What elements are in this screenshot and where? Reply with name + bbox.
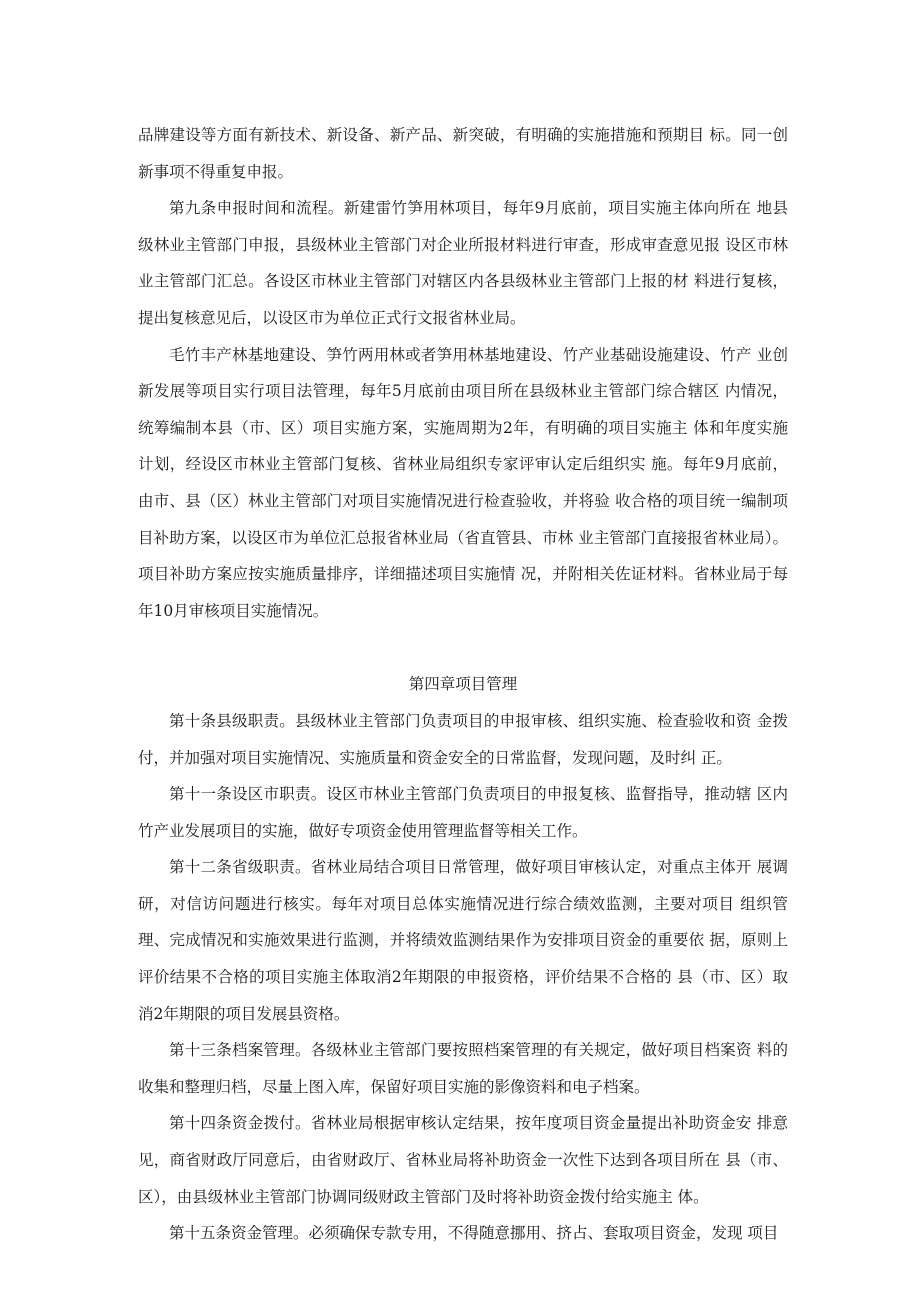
paragraph-article-11: 第十一条设区市职责。设区市林业主管部门负责项目的申报复核、监督指导，推动辖 区内竹产业发展项目的实施，做好专项资金使用管理监督等相关工作。	[138, 785, 788, 840]
paragraph-article-13: 第十三条档案管理。各级林业主管部门要按照档案管理的有关规定，做好项目档案资 料的收集和整理归档，尽量上图入库，保留好项目实施的影像资料和电子档案。	[138, 1041, 788, 1096]
chapter-heading: 第四章项目管理	[408, 675, 518, 694]
paragraph-article-9: 第九条申报时间和流程。新建雷竹笋用林项目，每年9月底前，项目实施主体向所在 地县级林业主管部门申报，县级林业主管部门对企业所报材料进行审查，形成审查意见报 设区市林业主管部门汇总。各设区市林业主管部门对辖区内各县级林业主管部门上报的材 料进行复核，提出复核意见后，以设区市为单位正式行文报省林业局。	[138, 199, 788, 327]
paragraph-article-12: 第十二条省级职责。省林业局结合项目日常管理，做好项目审核认定，对重点主体开 展调研，对信访问题进行核实。每年对项目总体实施情况进行综合绩效监测，主要对项目 组织管理、完成情况和实施效果进行监测，并将绩效监测结果作为安排项目资金的重要依 据，原则上评价结果不合格的项目实施主体取消2年期限的申报资格，评价结果不合格的 县（市、区）取消2年期限的项目发展县资格。	[138, 858, 788, 1023]
paragraph-article-15: 第十五条资金管理。必须确保专款专用，不得随意挪用、挤占、套取项目资金，发现 项目	[169, 1224, 779, 1243]
paragraph-article-14: 第十四条资金拨付。省林业局根据审核认定结果，按年度项目资金量提出补助资金安 排意见，商省财政厅同意后，由省财政厅、省林业局将补助资金一次性下达到各项目所在 县（市、区），由县级林业主管部门协调同级财政主管部门及时将补助资金拨付给实施主 体。	[138, 1114, 788, 1206]
paragraph-article-10: 第十条县级职责。县级林业主管部门负责项目的申报审核、组织实施、检查验收和资 金拨付，并加强对项目实施情况、实施质量和资金安全的日常监督，发现问题，及时纠 正。	[138, 711, 788, 767]
paragraph-article-9-continued: 毛竹丰产林基地建设、笋竹两用林或者笋用林基地建设、竹产业基础设施建设、竹产 业创新发展等项目实行项目法管理，每年5月底前由项目所在县级林业主管部门综合辖区 内情况，统筹编制本县（市、区）项目实施方案，实施周期为2年，有明确的项目实施主 体和年度实施计划，经设区市林业主管部门复核、省林业局组织专家评审认定后组织实 施。每年9月底前，由市、县（区）林业主管部门对项目实施情况进行检查验收，并将验 收合格的项目统一编制项目补助方案，以设区市为单位汇总报省林业局（省直管县、市林 业主管部门直接报省林业局）。项目补助方案应按实施质量排序，详细描述项目实施情 况，并附相关佐证材料。省林业局于每年10月审核项目实施情况。	[138, 345, 788, 620]
paragraph-continuation: 品牌建设等方面有新技术、新设备、新产品、新突破，有明确的实施措施和预期目 标。同一创新事项不得重复申报。	[138, 126, 788, 181]
